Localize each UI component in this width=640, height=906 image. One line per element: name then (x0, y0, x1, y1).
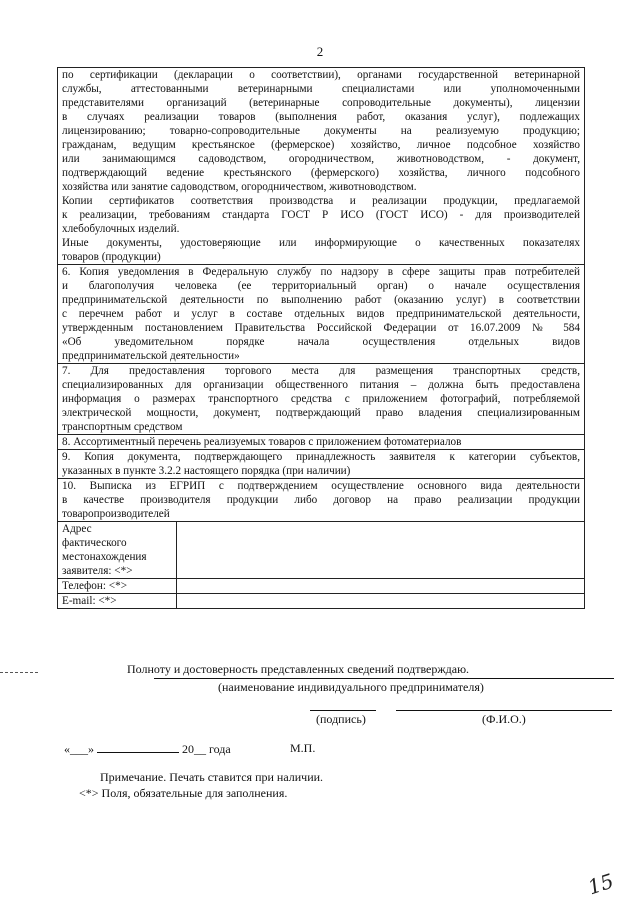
item-7-cell (58, 364, 585, 435)
table-row (58, 435, 585, 450)
entrepreneur-name-label: (наименование индивидуального предпринимателя) (218, 680, 484, 694)
text-line: в качестве производителя продукции либо договор на право реализации продукции (62, 494, 580, 506)
fio-label: (Ф.И.О.) (482, 712, 526, 726)
table-row (58, 594, 585, 609)
text-line: товаров (продукции) (62, 251, 161, 263)
address-label: фактического (62, 537, 127, 549)
email-field[interactable] (177, 594, 585, 609)
text-line: представителями организаций (ветеринарные сопроводительные документы), лицензии (62, 97, 580, 109)
date-open-quote: « (64, 742, 70, 756)
item-9-cell (58, 450, 585, 479)
address-label: местонахождения (62, 551, 147, 563)
text-line: Иные документы, удостоверяющие или информирующие о качественных показателях (62, 237, 580, 249)
page-number: 2 (316, 44, 324, 59)
phone-label: Телефон: <*> (58, 579, 177, 594)
table-row (58, 364, 585, 435)
text-line: лицензированию; товарно-сопроводительные документы на реализуемую продукцию; (62, 125, 580, 137)
note-required-fields: <*> Поля, обязательные для заполнения. (79, 786, 288, 800)
margin-mark (0, 672, 38, 673)
text-line: предпринимательской деятельности» (62, 350, 240, 362)
stamp-place: М.П. (290, 741, 316, 755)
date-year-word: года (209, 742, 231, 756)
text-line: хлебобулочных изделий. (62, 223, 180, 235)
text-line: 7. Для предоставления торгового места для размещения транспортных средств, (62, 365, 580, 377)
date-year-blank[interactable]: __ (194, 742, 206, 756)
date-year-prefix: 20 (182, 742, 194, 756)
text-line: с перечнем работ и услуг в составе отдельных видов предпринимательской деятельности, (62, 308, 580, 320)
address-label-cell (58, 522, 177, 579)
address-label: заявителя: <*> (62, 565, 133, 577)
table-row (58, 479, 585, 522)
text-line: транспортным средством (62, 421, 183, 433)
note-stamp: Примечание. Печать ставится при наличии. (100, 770, 324, 784)
text-line: товаропроизводителей (62, 508, 170, 520)
date-day-blank[interactable]: ___ (70, 742, 88, 756)
document-table (57, 67, 585, 609)
address-label: Адрес (62, 523, 92, 535)
address-field[interactable] (177, 522, 585, 579)
fio-line[interactable] (396, 710, 612, 711)
text-line: 9. Копия документа, подтверждающего принадлежность заявителя к категории субъектов, (62, 451, 580, 463)
table-row (58, 68, 585, 265)
text-line: утвержденным постановлением Правительства Российской Федерации от 16.07.2009 № 584 (62, 322, 580, 334)
text-line: 6. Копия уведомления в Федеральную службу по надзору в сфере защиты прав потребителей (62, 266, 580, 278)
handwritten-page-number: 15 (584, 868, 617, 900)
entrepreneur-name-line[interactable] (154, 678, 614, 679)
text-line: 10. Выписка из ЕГРИП с подтверждением осуществление основного вида деятельности (62, 480, 580, 492)
email-label: E-mail: <*> (58, 594, 177, 609)
text-line: и благополучия человека (ее территориальный орган) о начале осуществления (62, 280, 580, 292)
text-line: подтверждающий ведение крестьянского (фермерского) хозяйства, личного подсобного (62, 167, 580, 179)
phone-field[interactable] (177, 579, 585, 594)
signature-label: (подпись) (316, 712, 366, 726)
table-row (58, 579, 585, 594)
signature-line[interactable] (310, 710, 376, 711)
text-line: предпринимательской деятельности по выполнению работ (оказанию услуг) в соответствии (62, 294, 580, 306)
text-line: хозяйства или занятие садоводством, огородничеством, животноводством. (62, 181, 417, 193)
table-row (58, 265, 585, 364)
date-row (64, 741, 231, 757)
table-row (58, 522, 585, 579)
text-line: гражданам, ведущим крестьянское (фермерское) хозяйство, личное подсобное хозяйство (62, 139, 580, 151)
text-line: в случаях реализации товаров (выполнения работ, оказания услуг), подлежащих (62, 111, 580, 123)
text-line: специализированных для организации общественного питания – должна быть предоставлена (62, 379, 580, 391)
text-line: службы, аттестованными ветеринарными специалистами или уполномоченными (62, 83, 580, 95)
text-line: электрической мощности, документ, подтверждающий право владения специализированным (62, 407, 580, 419)
text-line: или занимающимся садоводством, огородничеством, животноводством, - документ, (62, 153, 580, 165)
confirmation-text: Полноту и достоверность представленных сведений подтверждаю. (127, 662, 470, 676)
item-10-cell (58, 479, 585, 522)
text-line: «Об уведомительном порядке начала осуществления отдельных видов (62, 336, 580, 348)
item-8-cell (58, 435, 585, 450)
text-line: к реализации, требованиям стандарта ГОСТ Р ИСО (ГОСТ ИСО) - для производителей (62, 209, 580, 221)
text-line: информация о размерах транспортного средства с приложением фотографий, потребляемой (62, 393, 580, 405)
date-month-blank[interactable] (97, 741, 179, 753)
table-row (58, 450, 585, 479)
text-line: 8. Ассортиментный перечень реализуемых товаров с приложением фотоматериалов (62, 436, 462, 448)
item-6-cell (58, 265, 585, 364)
documents-list-cell (58, 68, 585, 265)
text-line: по сертификации (декларации о соответствии), органами государственной ветеринарной (62, 69, 580, 81)
date-close-quote: » (88, 742, 94, 756)
text-line: Копии сертификатов соответствия производства и реализации продукции, предлагаемой (62, 195, 580, 207)
text-line: указанных в пункте 3.2.2 настоящего порядка (при наличии) (62, 465, 351, 477)
